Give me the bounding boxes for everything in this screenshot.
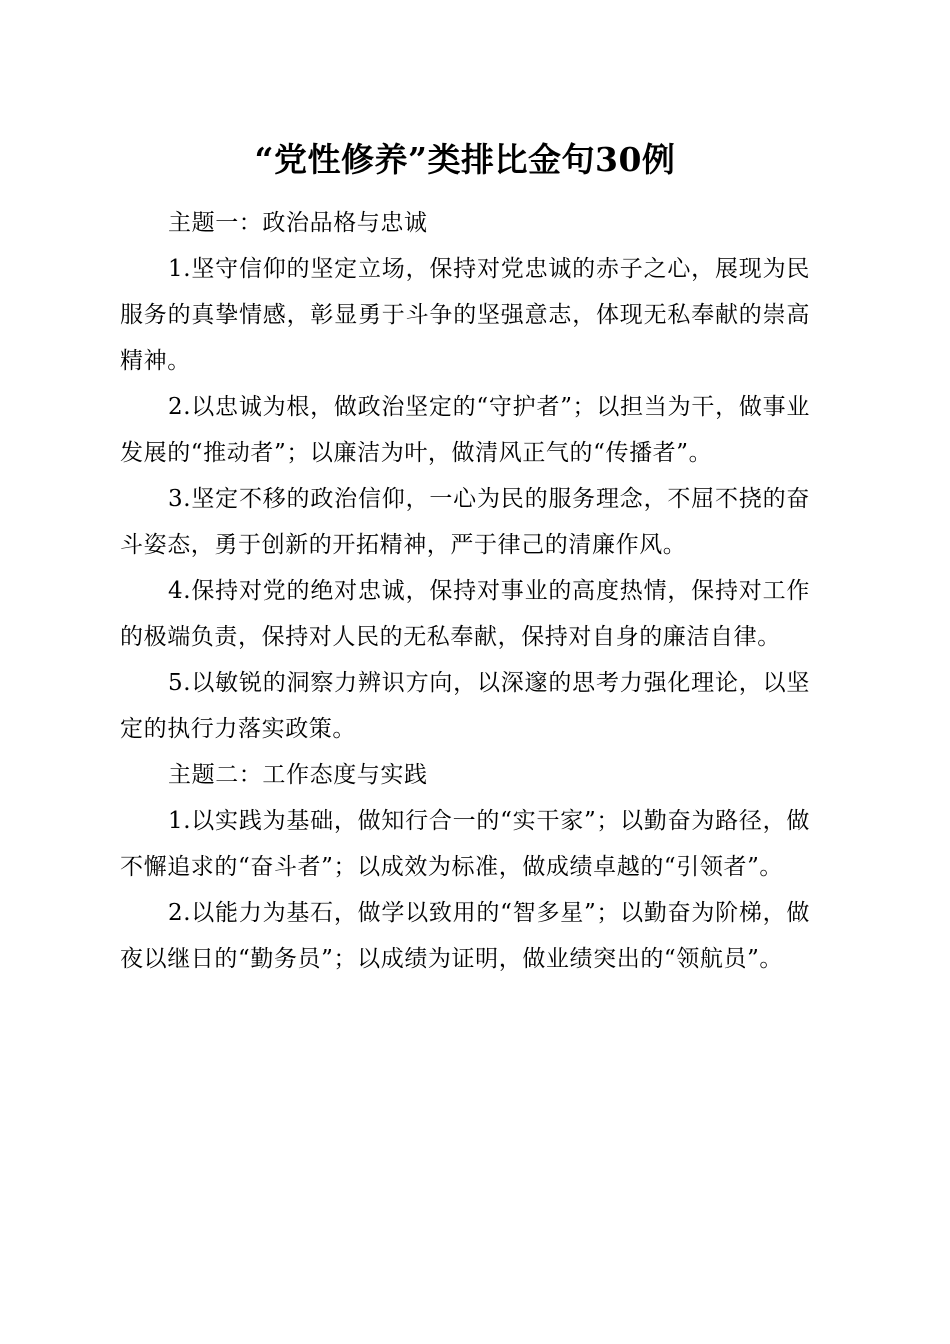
section-heading-2: 主题二：工作态度与实践 <box>168 762 428 788</box>
document-page <box>120 0 810 982</box>
document-body <box>120 200 810 982</box>
paragraph: 1.坚守信仰的坚定立场，保持对党忠诚的赤子之心，展现为民服务的真挚情感，彰显勇于斗争的坚强意志，体现无私奉献的崇高精神。 <box>120 256 810 374</box>
section-heading-1: 主题一：政治品格与忠诚 <box>168 210 428 236</box>
paragraph: 1.以实践为基础，做知行合一的“实干家”；以勤奋为路径，做不懈追求的“奋斗者”；以成效为标准，做成绩卓越的“引领者”。 <box>120 808 810 880</box>
paragraph: 3.坚定不移的政治信仰，一心为民的服务理念，不屈不挠的奋斗姿态，勇于创新的开拓精神，严于律己的清廉作风。 <box>120 486 810 558</box>
document-title: “党性修养”类排比金句30例 <box>254 140 676 179</box>
paragraph: 2.以能力为基石，做学以致用的“智多星”；以勤奋为阶梯，做夜以继日的“勤务员”；以成绩为证明，做业绩突出的“领航员”。 <box>120 900 810 972</box>
paragraph: 5.以敏锐的洞察力辨识方向，以深邃的思考力强化理论，以坚定的执行力落实政策。 <box>120 670 810 742</box>
paragraph: 2.以忠诚为根，做政治坚定的“守护者”；以担当为干，做事业发展的“推动者”；以廉洁为叶，做清风正气的“传播者”。 <box>120 394 810 466</box>
paragraph: 4.保持对党的绝对忠诚，保持对事业的高度热情，保持对工作的极端负责，保持对人民的无私奉献，保持对自身的廉洁自律。 <box>120 578 810 650</box>
